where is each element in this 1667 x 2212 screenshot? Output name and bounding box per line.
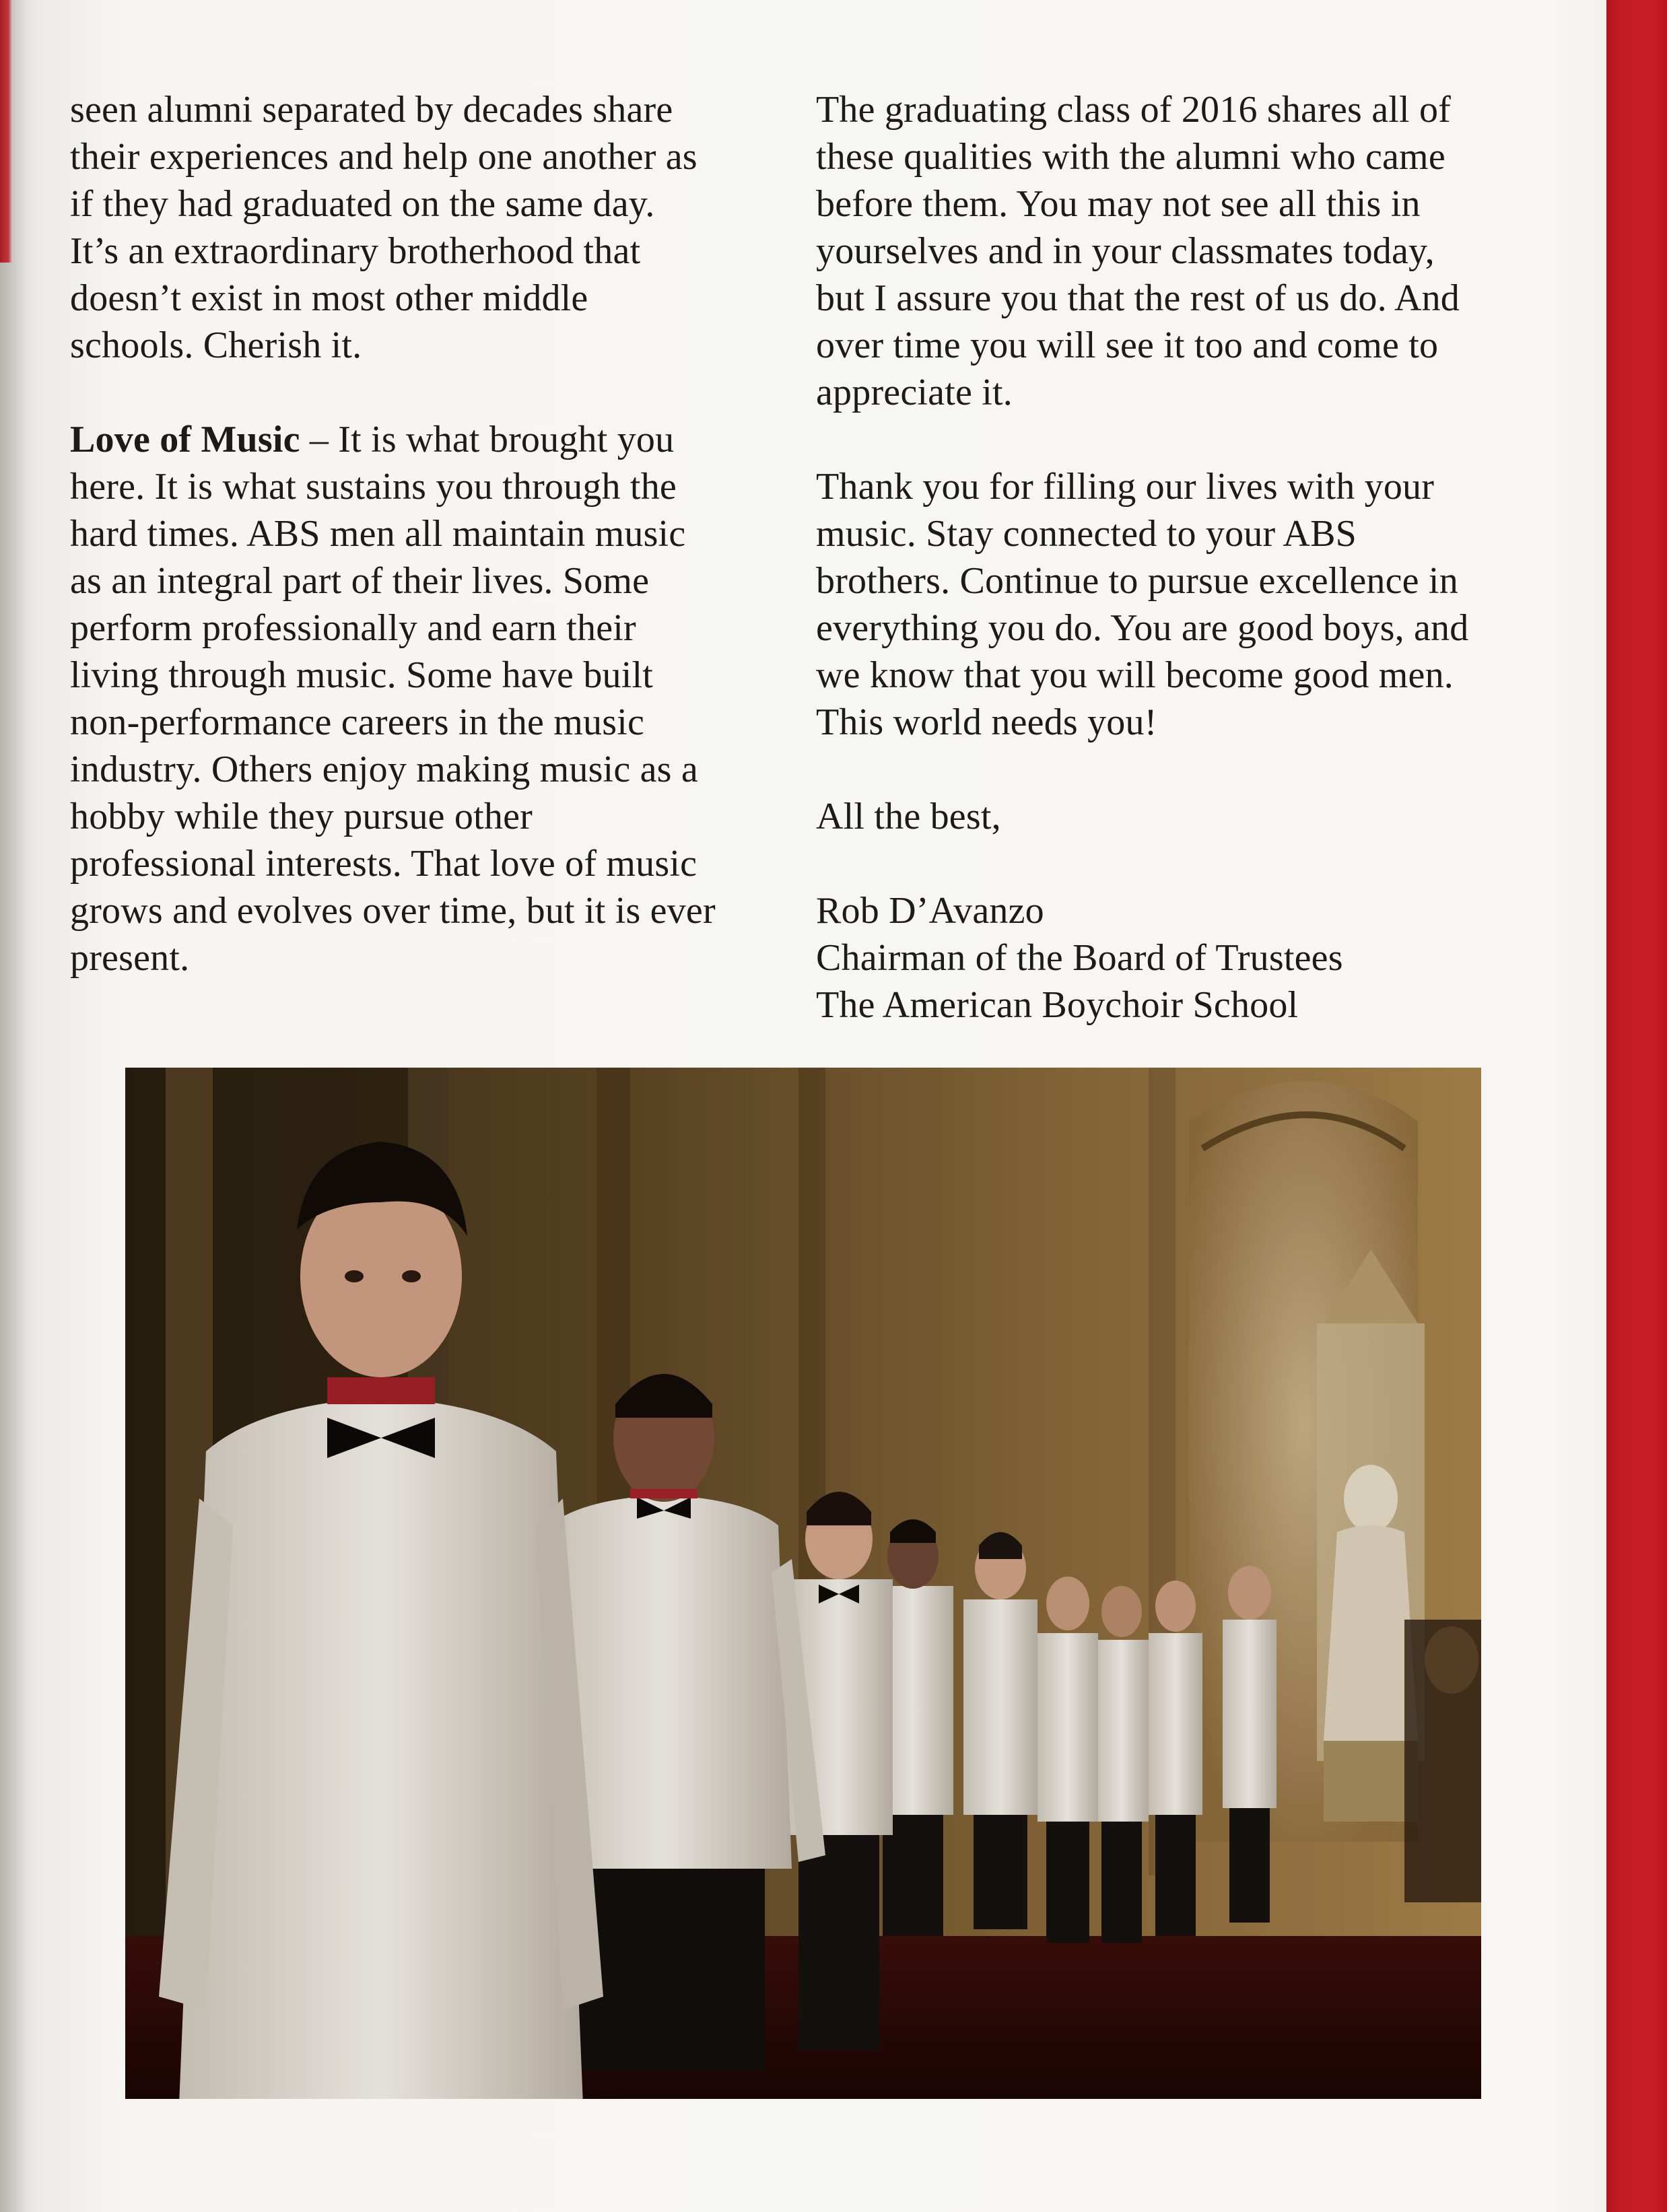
love-of-music-lead: Love of Music [70, 419, 300, 460]
left-paragraph-love-of-music [70, 416, 797, 981]
closing-line: All the best, [816, 796, 1001, 837]
right-paragraph-thank-you: Thank you for filling our lives with your music. Stay connected to your ABS brothers. Continue to pursue excellence in everything you do. You are good boys, and we know that you will become good men. This world needs you! [816, 466, 1469, 743]
right-paragraph-class-of-2016: The graduating class of 2016 shares all of these qualities with the alumni who came before them. You may not see all this in yourselves and in your classmates today, but I assure you that the rest of us do. And over time you will see it too and come to appreciate it. [816, 89, 1460, 413]
left-paragraph-brotherhood: seen alumni separated by decades share their experiences and help one another as if they had graduated on the same day. It’s an extraordinary brotherhood that doesn’t exist in most other middle schools. Cherish it. [70, 89, 698, 366]
left-text-column [70, 86, 797, 1029]
signature-organization: The American Boychoir School [816, 984, 1299, 1026]
binding-gutter-shadow [0, 0, 27, 2212]
love-of-music-body: – It is what brought you here. It is what sustains you through the hard times. ABS men all maintain music as an integral part of their lives. Some perform professionally and earn their living through music. Some have built non-performance careers in the music industry. Others enjoy making music as a hobby while they pursue other professional interests. That love of music grows and evolves over time, but it is ever present. [70, 419, 716, 979]
choir-photo-illustration [125, 1068, 1481, 2099]
left-red-edge [0, 0, 12, 263]
signature-title: Chairman of the Board of Trustees [816, 937, 1343, 979]
right-text-column [816, 86, 1577, 1029]
signature-name: Rob D’Avanzo [816, 890, 1044, 932]
right-red-margin-band [1606, 0, 1667, 2212]
choir-boys-photo [125, 1068, 1481, 2099]
